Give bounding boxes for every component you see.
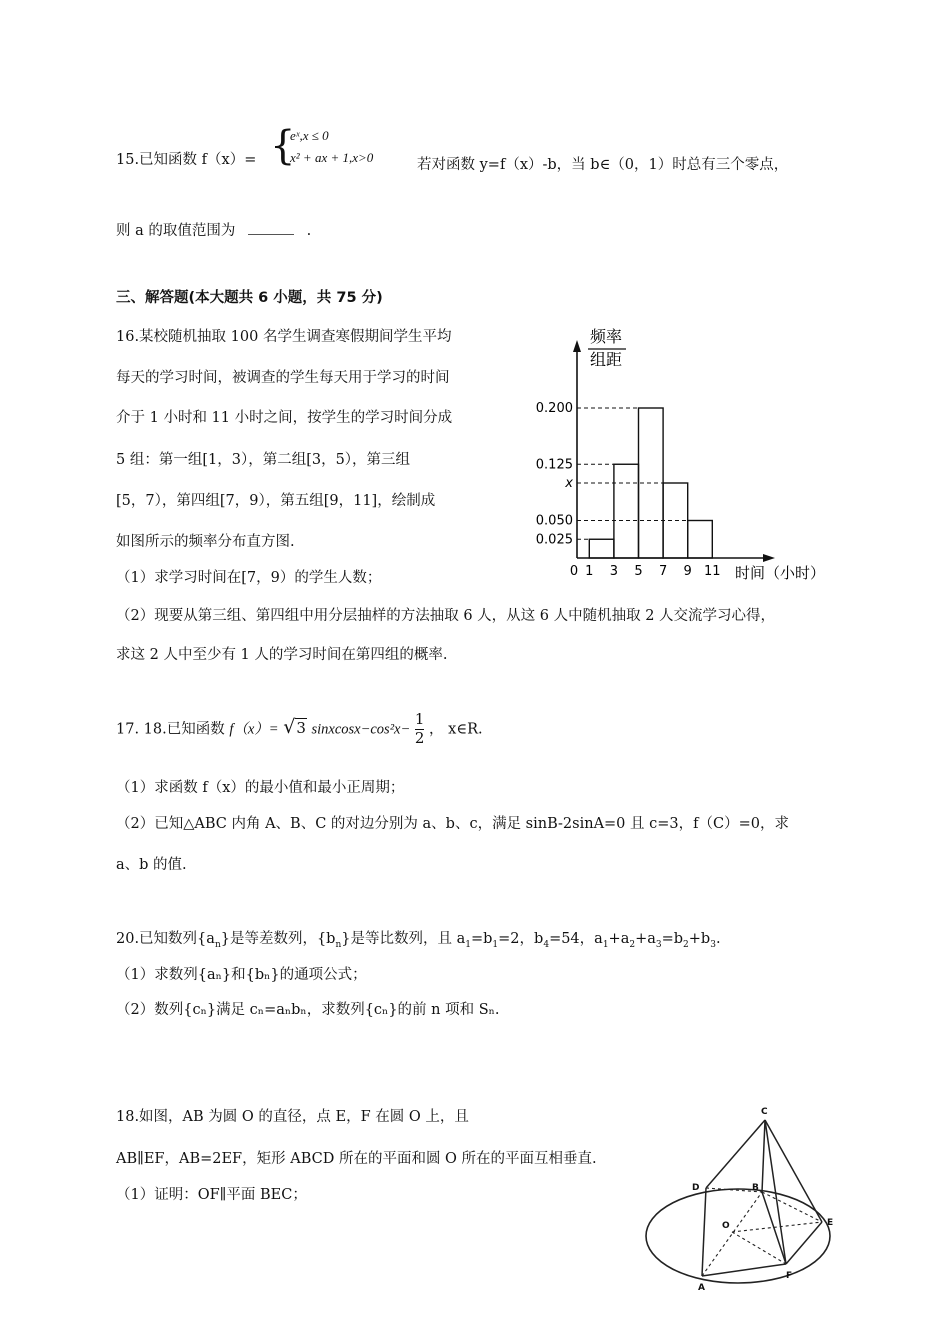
q20-line1: 20.已知数列$\{a_n\}$是等差数列，$\{b_n\}$是等比数列，且 $a_1=b_1=2$，$b_4=54$，$a_1+a_2+a_3=b_2+b_3$. — [116, 931, 721, 950]
histogram-bar — [589, 539, 614, 558]
histogram-chart — [528, 320, 848, 590]
histogram-bar — [614, 464, 639, 558]
q15-line2-text: 则 a 的取值范围为 — [116, 223, 236, 239]
y-label-top: 频率 — [590, 327, 623, 346]
q15-piece2: x² + ax + 1,x>0 — [290, 150, 374, 165]
y-tick-label: x — [565, 476, 573, 491]
geometry-figure — [640, 1100, 850, 1295]
y-tick-label: 0.125 — [535, 457, 573, 473]
figure-labels — [692, 1107, 833, 1293]
x-tick-label: 0 — [569, 564, 579, 579]
q17-line1 — [116, 712, 483, 747]
sqrt-symbol: √ — [283, 716, 296, 739]
label-f: F — [786, 1271, 793, 1281]
q17-suffix: ， x∈R. — [429, 721, 483, 738]
q15-line2-end: . — [306, 223, 312, 239]
label-b: B — [752, 1183, 759, 1193]
q17-sqrt-arg: 3 — [296, 719, 306, 738]
q15-line1 — [116, 148, 256, 169]
q20-part2: （2）数列{cₙ}满足 cₙ=aₙbₙ，求数列{cₙ}的前 n 项和 Sₙ. — [116, 1002, 500, 1018]
x-tick-label: 1 — [585, 564, 594, 579]
dashed-edges — [702, 1188, 822, 1276]
q17-fraction — [415, 712, 425, 747]
q17-mid: sinxcosx−cos²x− — [311, 721, 411, 738]
label-o: O — [722, 1221, 730, 1231]
x-axis-label: 时间（小时） — [735, 564, 826, 582]
label-a: A — [698, 1283, 705, 1293]
q16-line-3: 介于 1 小时和 11 小时之间，按学生的学习时间分成 — [116, 410, 453, 426]
q15-piece1: eˣ,x ≤ 0 — [290, 128, 329, 143]
label-c: C — [761, 1107, 768, 1117]
q20-t10: +b — [688, 931, 711, 947]
q15-answer-blank — [248, 220, 294, 235]
q18-part1: （1）证明：OF∥平面 BEC； — [116, 1187, 307, 1203]
q20-part1: （1）求数列{aₙ}和{bₙ}的通项公式； — [116, 967, 367, 983]
q16-part1: （1）求学习时间在[7，9）的学生人数； — [116, 570, 382, 586]
q17-part1: （1）求函数 f（x）的最小值和最小正周期； — [116, 780, 405, 796]
x-tick-label: 9 — [683, 564, 692, 579]
q20-t6: =54，a — [549, 931, 603, 947]
q15-line2 — [116, 219, 311, 240]
q16-line-5: [5，7），第四组[7，9），第五组[9，11]，绘制成 — [116, 493, 436, 509]
x-tick-label: 5 — [634, 564, 643, 579]
histogram-bar — [688, 521, 713, 559]
q16-line-4: 5 组：第一组[1，3），第二组[3，5），第三组 — [116, 452, 411, 468]
y-label-bottom: 组距 — [590, 350, 623, 369]
solid-edges — [702, 1120, 822, 1276]
y-tick-label: 0.050 — [535, 513, 573, 529]
q17-prefix: 17. 18.已知函数 — [116, 721, 225, 738]
q17-frac-denominator: 2 — [414, 728, 425, 747]
q20-t3: }是等比数列，且 a — [341, 931, 466, 947]
q20-t8: +a — [635, 931, 656, 947]
q17-fx: f（x）= — [229, 721, 279, 738]
q15-brace: { — [270, 123, 296, 169]
label-e: E — [827, 1218, 834, 1228]
label-d: D — [692, 1183, 700, 1193]
section-3-heading: 三、解答题(本大题共 6 小题，共 75 分) — [116, 290, 383, 306]
q20-t5: =2，b — [498, 931, 544, 947]
x-tick-label: 3 — [609, 564, 619, 579]
q15-suffix: 若对函数 y=f（x）-b，当 b∈（0，1）时总有三个零点， — [417, 157, 789, 173]
q20-t4: =b — [470, 931, 493, 947]
q16-line-1: 16.某校随机抽取 100 名学生调查寒假期间学生平均 — [116, 329, 452, 345]
q16-part2a: （2）现要从第三组、第四组中用分层抽样的方法抽取 6 人，从这 6 人中随机抽取 2 人交流学习心得， — [116, 608, 776, 624]
q20-t7: +a — [608, 931, 630, 947]
q16-line-6: 如图所示的频率分布直方图. — [116, 534, 295, 550]
q17-part2a: （2）已知△ABC 内角 A、B、C 的对边分别为 a、b、c，满足 sinB-2sinA=0 且 c=3，f（C）=0，求 — [116, 816, 789, 832]
q20-t11: . — [715, 931, 721, 947]
q20-t9: =b — [661, 931, 684, 947]
x-tick-label: 7 — [658, 564, 668, 579]
y-tick-label: 0.200 — [535, 401, 573, 416]
q17-part2b: a、b 的值. — [116, 857, 187, 873]
q18-line1: 18.如图，AB 为圆 O 的直径，点 E，F 在圆 O 上，且 — [116, 1109, 469, 1125]
q18-line2: AB∥EF，AB=2EF，矩形 ABCD 所在的平面和圆 O 所在的平面互相垂直. — [116, 1151, 597, 1167]
y-tick-label: 0.025 — [535, 532, 573, 548]
q20-t1: 20.已知数列{a — [116, 931, 215, 947]
y-axis-arrow — [573, 340, 581, 352]
x-tick-label: 11 — [704, 564, 721, 579]
q20-t2: }是等差数列，{b — [220, 931, 336, 947]
q15-prefix: 15.已知函数 f（x）= — [116, 152, 257, 168]
q16-part2b: 求这 2 人中至少有 1 人的学习时间在第四组的概率. — [116, 647, 448, 663]
x-axis-arrow — [763, 554, 775, 562]
q16-line-2: 每天的学习时间，被调查的学生每天用于学习的时间 — [116, 370, 450, 386]
q17-frac-numerator: 1 — [414, 710, 425, 728]
